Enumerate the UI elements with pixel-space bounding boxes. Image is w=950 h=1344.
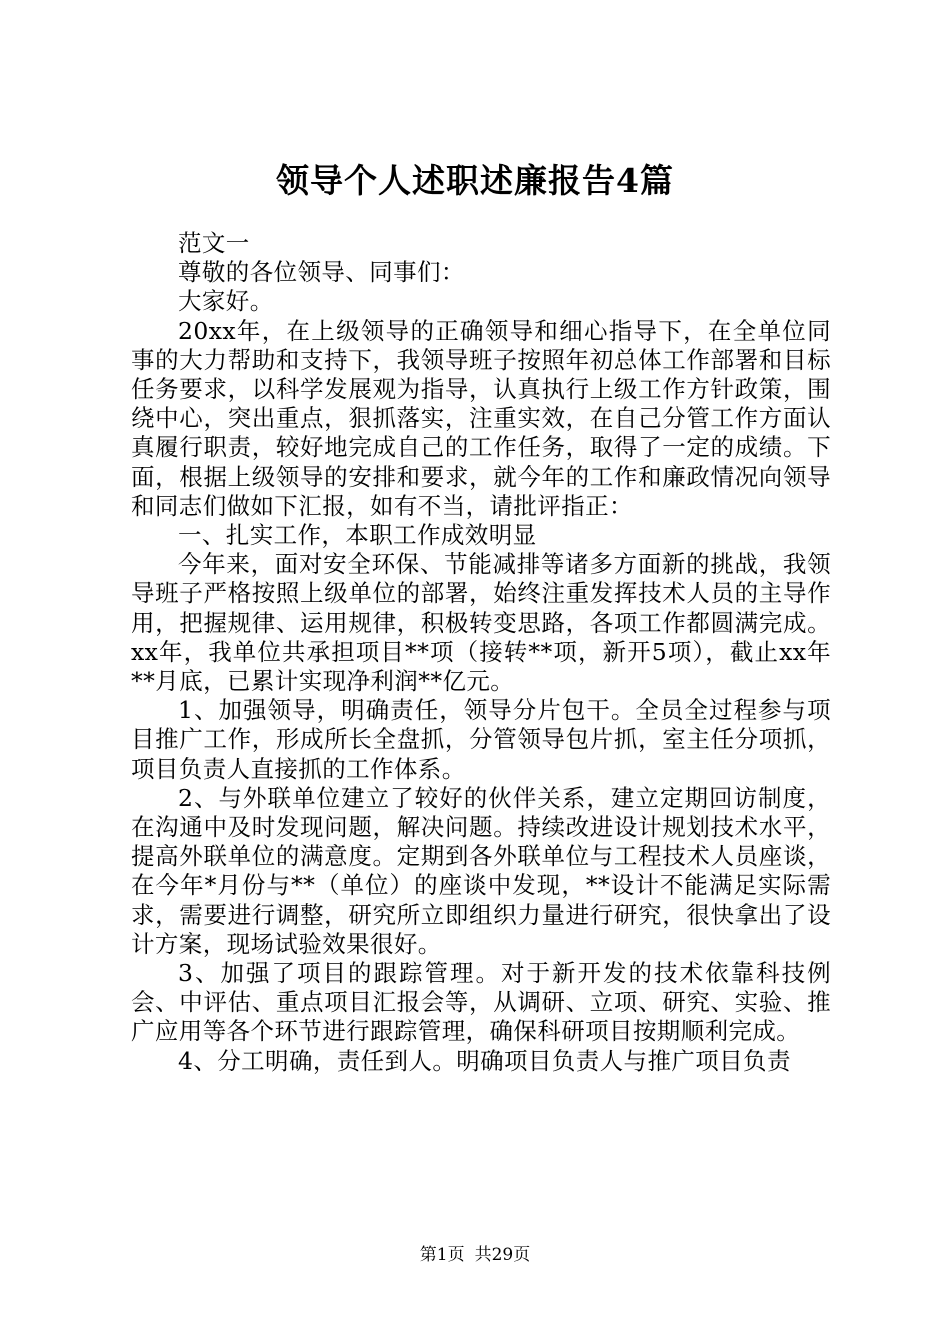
document-body: [131, 229, 831, 1076]
paragraph: 3、加强了项目的跟踪管理。对于新开发的技术依靠科技例会、中评估、重点项目汇报会等，从调研、立项、研究、实验、推广应用等各个环节进行跟踪管理，确保科研项目按期顺利完成。: [131, 959, 831, 1046]
paragraph: 一、扎实工作，本职工作成效明显: [178, 521, 537, 550]
paragraph: 20xx年，在上级领导的正确领导和细心指导下，在全单位同事的大力帮助和支持下，我领导班子按照年初总体工作部署和目标任务要求，以科学发展观为指导，认真执行上级工作方针政策，围绕中心，突出重点，狠抓落实，注重实效，在自己分管工作方面认真履行职责，较好地完成自己的工作任务，取得了一定的成绩。下面，根据上级领导的安排和要求，就今年的工作和廉政情况向领导和同志们做如下汇报，如有不当，请批评指正：: [131, 316, 831, 520]
paragraph: 4、分工明确，责任到人。明确项目负责人与推广项目负责: [178, 1046, 791, 1075]
document-title: 领导个人述职述廉报告4篇: [276, 161, 674, 200]
paragraph: 尊敬的各位领导、同事们：: [178, 258, 465, 287]
paragraph: 范文一: [178, 229, 250, 257]
paragraph: 大家好。: [178, 287, 274, 316]
page-footer: [0, 1243, 950, 1267]
paragraph: 今年来，面对安全环保、节能减排等诸多方面新的挑战，我领导班子严格按照上级单位的部署，始终注重发挥技术人员的主导作用，把握规律、运用规律，积极转变思路，各项工作都圆满完成。xx年，我单位共承担项目**项（接转**项，新开5项），截止xx年**月底，已累计实现净利润**亿元。: [131, 550, 831, 696]
page-number: 第1页: [419, 1245, 465, 1265]
page-total: 共29页: [474, 1245, 531, 1265]
paragraph: 2、与外联单位建立了较好的伙伴关系，建立定期回访制度，在沟通中及时发现问题，解决问题。持续改进设计规划技术水平，提高外联单位的满意度。定期到各外联单位与工程技术人员座谈，在今年*月份与**（单位）的座谈中发现，**设计不能满足实际需求，需要进行调整，研究所立即组织力量进行研究，很快拿出了设计方案，现场试验效果很好。: [131, 783, 831, 958]
paragraph: 1、加强领导，明确责任，领导分片包干。全员全过程参与项目推广工作，形成所长全盘抓，分管领导包片抓，室主任分项抓，项目负责人直接抓的工作体系。: [131, 696, 831, 783]
